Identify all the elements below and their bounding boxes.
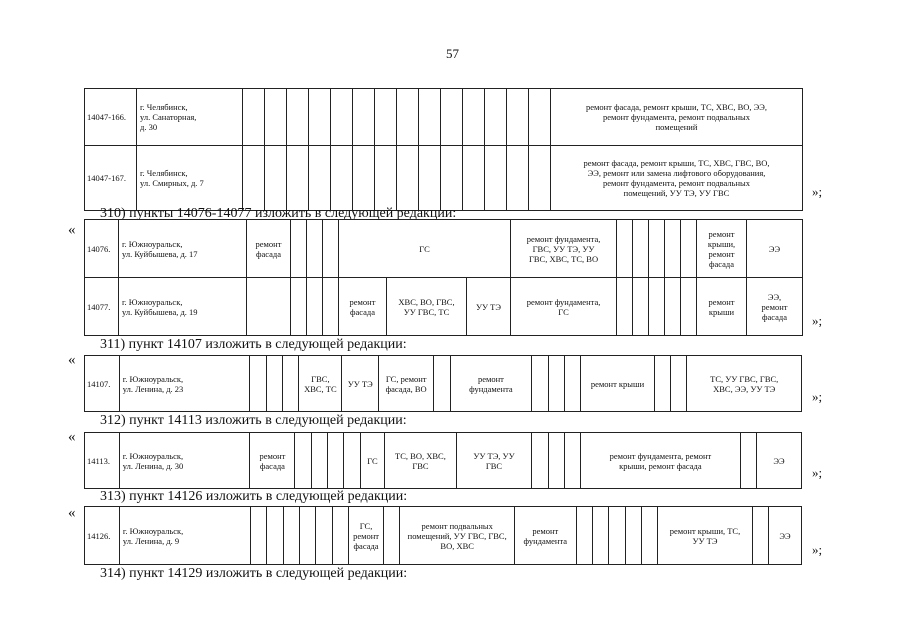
table-14076-14077 (84, 219, 803, 336)
row-cell: ЭЭ, ремонт фасада (747, 278, 803, 336)
row-cell: ремонт крыши (581, 356, 655, 412)
row-address: г. Челябинск, ул. Смирных, д. 7 (137, 146, 243, 211)
closing-quote: »; (812, 542, 823, 557)
table-row (85, 146, 803, 211)
closing-quote: »; (812, 389, 823, 404)
row-cell: ремонт фасада (339, 278, 387, 336)
row-cell: ХВС, ВО, ГВС, УУ ГВС, ТС (387, 278, 467, 336)
page-number: 57 (446, 46, 459, 61)
row-address: г. Южноуральск, ул. Куйбышева, д. 17 (119, 220, 247, 278)
table-14047 (84, 88, 803, 211)
row-cell: ГС (360, 433, 385, 489)
row-number: 14107. (85, 356, 120, 412)
row-cell: ремонт фундамента (515, 507, 576, 565)
table-row (85, 356, 802, 412)
row-number: 14113. (85, 433, 120, 489)
row-cell: ГС, ремонт фасада (349, 507, 384, 565)
row-cell: ремонт фундамента, ГВС, УУ ТЭ, УУ ГВС, ХВС, ТС, ВО (511, 220, 617, 278)
section-heading-314: 314) пункт 14129 изложить в следующей редакции: (100, 566, 408, 581)
opening-quote: « (68, 505, 76, 521)
row-number: 14126. (85, 507, 120, 565)
row-cell: ремонт крыши, ТС, УУ ТЭ (658, 507, 752, 565)
closing-quote: »; (812, 184, 823, 199)
table-row (85, 278, 803, 336)
row-cell: ремонт фундамента, ремонт крыши, ремонт фасада (581, 433, 740, 489)
row-address: г. Челябинск, ул. Санаторная, д. 30 (137, 89, 243, 146)
opening-quote: « (68, 222, 76, 238)
row-cell: ЭЭ (747, 220, 803, 278)
row-cell: ГВС, ХВС, ТС (299, 356, 342, 412)
closing-quote: »; (812, 465, 823, 480)
row-address: г. Южноуральск, ул. Ленина, д. 30 (119, 433, 250, 489)
row-works: ремонт фасада, ремонт крыши, ТС, ХВС, ГВС, ВО, ЭЭ, ремонт или замена лифтового оборудования, ремонт фундамента, ремонт подвальных помещений, УУ ТЭ, УУ ГВС (551, 146, 803, 211)
row-cell: ГС, ремонт фасада, ВО (379, 356, 434, 412)
section-heading-313: 313) пункт 14126 изложить в следующей редакции: (100, 489, 408, 504)
row-cell: ремонт подвальных помещений, УУ ГВС, ГВС, ВО, ХВС (400, 507, 515, 565)
row-cell: ЭЭ (768, 507, 801, 565)
table-row (85, 433, 802, 489)
row-cell: ремонт фасада (247, 220, 291, 278)
table-row (85, 89, 803, 146)
section-heading-311: 311) пункт 14107 изложить в следующей редакции: (100, 337, 407, 352)
table-14107 (84, 355, 802, 412)
row-cell: ремонт крыши (697, 278, 747, 336)
section-heading-310: 310) пункты 14076-14077 изложить в следующей редакции: (100, 206, 457, 221)
row-address: г. Южноуральск, ул. Куйбышева, д. 19 (119, 278, 247, 336)
closing-quote: »; (812, 313, 823, 328)
row-cell: УУ ТЭ (342, 356, 379, 412)
row-cell: ремонт фундамента, ГС (511, 278, 617, 336)
row-cell: УУ ТЭ, УУ ГВС (456, 433, 532, 489)
table-14126 (84, 506, 802, 565)
row-cell: ТС, ВО, ХВС, ГВС (385, 433, 456, 489)
row-cell: ГС (339, 220, 511, 278)
row-number: 14077. (85, 278, 119, 336)
row-cell: ремонт фундамента (450, 356, 532, 412)
row-cell: ремонт фасада (250, 433, 295, 489)
row-number: 14047-166. (85, 89, 137, 146)
table-14113 (84, 432, 802, 489)
row-cell: ЭЭ (756, 433, 801, 489)
row-cell: УУ ТЭ (467, 278, 511, 336)
row-number: 14076. (85, 220, 119, 278)
row-address: г. Южноуральск, ул. Ленина, д. 9 (119, 507, 250, 565)
section-heading-312: 312) пункт 14113 изложить в следующей редакции: (100, 413, 407, 428)
table-row (85, 507, 802, 565)
opening-quote: « (68, 429, 76, 445)
row-works: ремонт фасада, ремонт крыши, ТС, ХВС, ВО, ЭЭ, ремонт фундамента, ремонт подвальных помещений (551, 89, 803, 146)
row-address: г. Южноуральск, ул. Ленина, д. 23 (119, 356, 250, 412)
row-number: 14047-167. (85, 146, 137, 211)
opening-quote: « (68, 352, 76, 368)
row-cell: ремонт крыши, ремонт фасада (697, 220, 747, 278)
table-row (85, 220, 803, 278)
row-cell: ТС, УУ ГВС, ГВС, ХВС, ЭЭ, УУ ТЭ (687, 356, 802, 412)
